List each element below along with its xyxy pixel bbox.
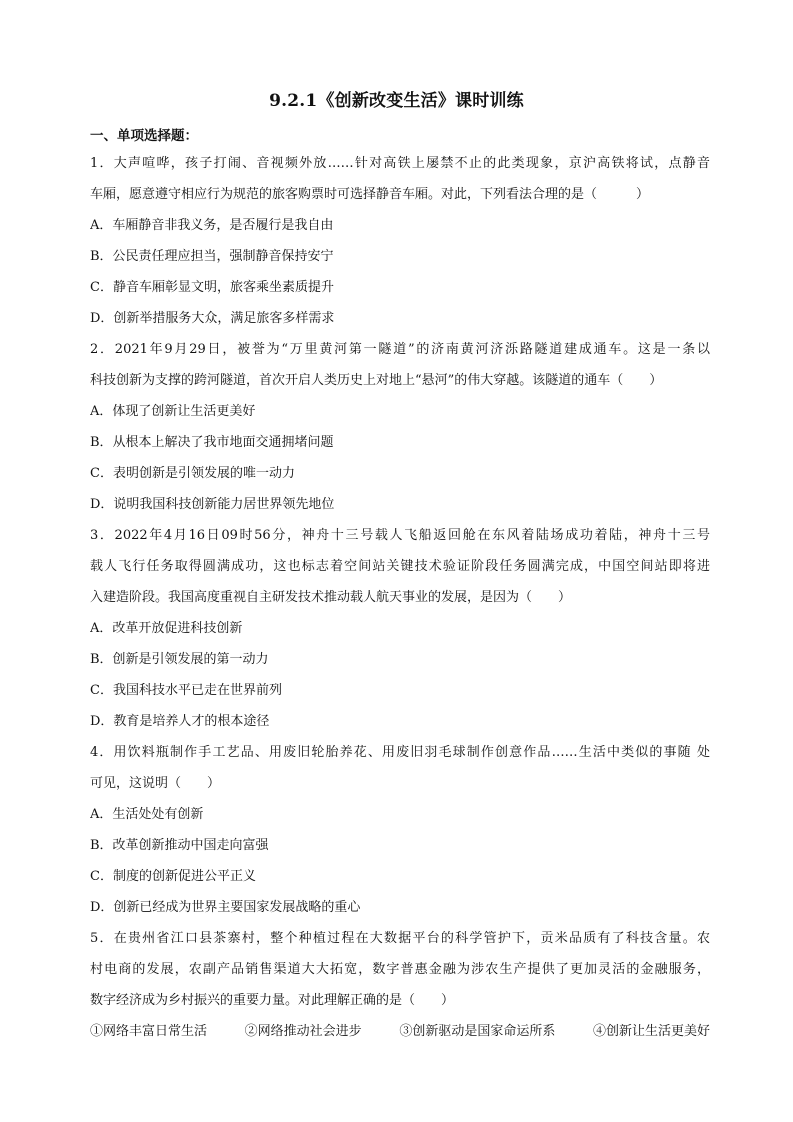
option-d: D．创新举措服务大众，满足旅客多样需求 <box>90 311 335 326</box>
section-heading: 一、单项选择题： <box>90 128 198 144</box>
option-b: B．从根本上解决了我市地面交通拥堵问题 <box>90 435 334 450</box>
statement-4: ④创新让生活更美好 <box>592 1024 710 1039</box>
option-c: C．我国科技水平已走在世界前列 <box>90 683 282 698</box>
option-b: B．改革创新推动中国走向富强 <box>90 838 269 853</box>
option-a: A．车厢静音非我义务，是否履行是我自由 <box>90 218 334 233</box>
question-5 <box>90 923 710 1047</box>
option-a: A．改革开放促进科技创新 <box>90 621 243 636</box>
option-a: A．生活处处有创新 <box>90 807 204 822</box>
question-stem-line: 村电商的发展，农副产品销售渠道大大拓宽，数字普惠金融为涉农生产提供了更加灵活的金融服务， <box>90 962 710 977</box>
option-c: C．制度的创新促进公平正义 <box>90 869 256 884</box>
option-c: C．静音车厢彰显文明，旅客乘坐素质提升 <box>90 280 334 295</box>
question-1 <box>90 148 710 334</box>
question-stem-line: 车厢，愿意遵守相应行为规范的旅客购票时可选择静音车厢。对此，下列看法合理的是（ ） <box>90 187 650 202</box>
question-list <box>90 148 710 1047</box>
question-2 <box>90 334 710 520</box>
statement-list <box>90 1016 710 1047</box>
option-d: D．说明我国科技创新能力居世界领先地位 <box>90 497 335 512</box>
option-b: B．创新是引领发展的第一动力 <box>90 652 269 667</box>
question-stem-line: 入建造阶段。我国高度重视自主研发技术推动载人航天事业的发展，是因为（ ） <box>90 590 572 605</box>
question-4 <box>90 737 710 923</box>
question-stem-line: 4．用饮料瓶制作手工艺品、用废旧轮胎养花、用废旧羽毛球制作创意作品……生活中类似的事随 处 <box>90 745 710 760</box>
question-stem-line: 可见，这说明（ ） <box>90 776 221 791</box>
question-stem-line: 1．大声喧哗，孩子打闹、音视频外放……针对高铁上屡禁不止的此类现象，京沪高铁将试，点静音 <box>90 156 710 171</box>
statement-2: ②网络推动社会进步 <box>244 1024 362 1039</box>
option-d: D．创新已经成为世界主要国家发展战略的重心 <box>90 900 361 915</box>
statement-1: ①网络丰富日常生活 <box>90 1024 208 1039</box>
question-stem-line: 科技创新为支撑的跨河隧道，首次开启人类历史上对地上“悬河”的伟大穿越。该隧道的通车（ ） <box>90 373 663 388</box>
option-c: C．表明创新是引领发展的唯一动力 <box>90 466 295 481</box>
option-d: D．教育是培养人才的根本途径 <box>90 714 270 729</box>
question-stem-line: 载人飞行任务取得圆满成功，这也标志着空间站关键技术验证阶段任务圆满完成，中国空间站即将进 <box>90 559 710 574</box>
question-stem-line: 数字经济成为乡村振兴的重要力量。对此理解正确的是（ ） <box>90 993 455 1008</box>
statement-3: ③创新驱动是国家命运所系 <box>399 1024 556 1039</box>
option-a: A．体现了创新让生活更美好 <box>90 404 256 419</box>
option-b: B．公民责任理应担当，强制静音保持安宁 <box>90 249 334 264</box>
question-stem-line: 3．2022年4月16日09时56分，神舟十三号载人飞船返回舱在东风着陆场成功着陆，神舟十三号 <box>90 528 710 543</box>
question-stem-line: 2．2021年9月29日，被誉为“万里黄河第一隧道”的济南黄河济泺路隧道建成通车。这是一条以 <box>90 342 710 357</box>
question-3 <box>90 520 710 737</box>
page-title: 9.2.1《创新改变生活》课时训练 <box>269 91 524 111</box>
question-stem-line: 5．在贵州省江口县茶寨村，整个种植过程在大数据平台的科学管护下，贡米品质有了科技含量。农 <box>90 931 710 946</box>
